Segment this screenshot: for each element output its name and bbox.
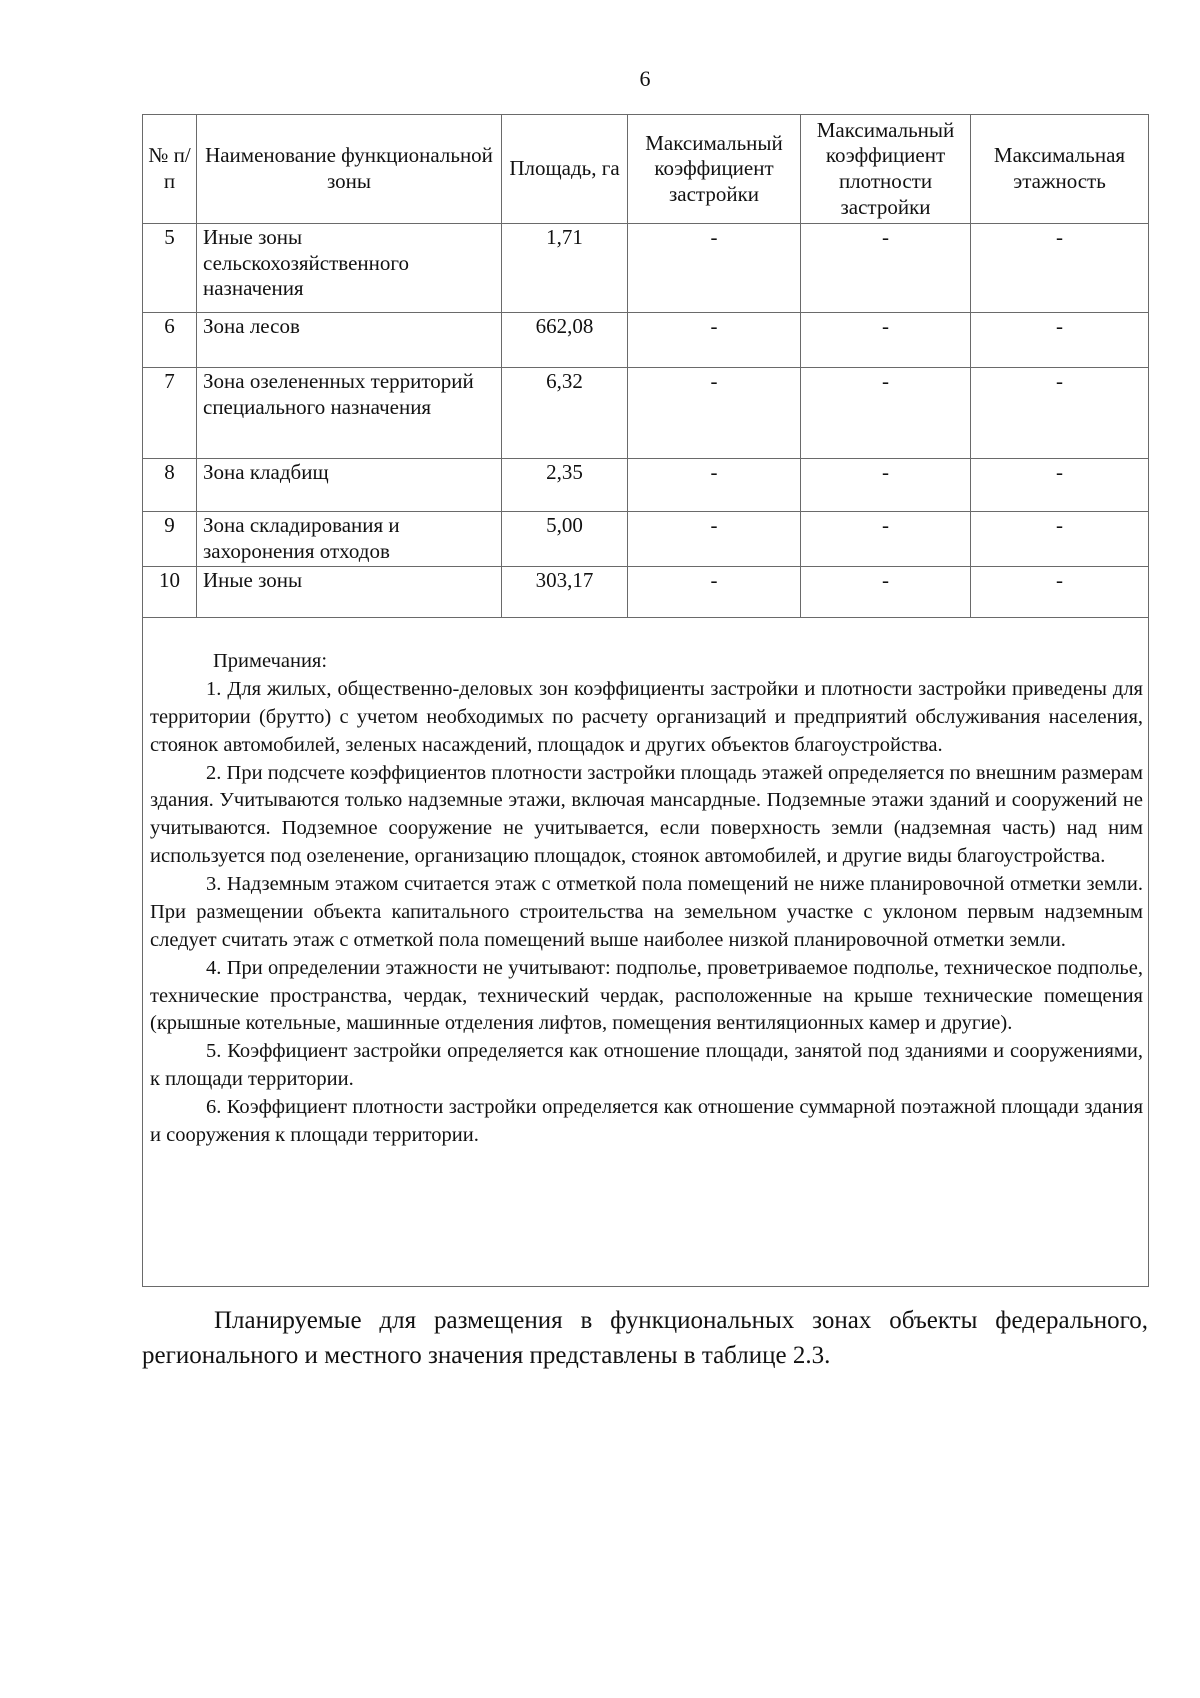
notes-row (143, 618, 1149, 1287)
table-row (143, 313, 1149, 368)
cell-density-coef: - (801, 368, 971, 459)
cell-density-coef: - (801, 224, 971, 313)
cell-zone-name: Зона кладбищ (197, 459, 502, 512)
cell-density-coef: - (801, 459, 971, 512)
table-header-row (143, 115, 1149, 224)
cell-zone-name: Иные зоны (197, 567, 502, 618)
closing-paragraph: Планируемые для размещения в функциональных зонах объекты федерального, регионального и местного значения представлены в таблице 2.3. (142, 1307, 1148, 1369)
cell-zone-name: Зона озелененных территорий специального назначения (197, 368, 502, 459)
note-item: 3. Надземным этажом считается этаж с отметкой пола помещений не ниже планировочной отметки земли. При размещении объекта капитального строительства на земельном участке с уклоном первым надземным следует считать этаж с отметкой пола помещений выше наиболее низкой планировочной отметки земли. (150, 873, 1143, 951)
cell-density-coef: - (801, 313, 971, 368)
cell-build-coef: - (628, 512, 801, 567)
header-max-density-coef: Максимальный коэффициент плотности застройки (801, 115, 971, 224)
cell-zone-name: Зона лесов (197, 313, 502, 368)
cell-floors: - (971, 567, 1149, 618)
notes-cell (143, 618, 1149, 1287)
note-item: 2. При подсчете коэффициентов плотности застройки площадь этажей определяется по внешним размерам здания. Учитываются только надземные этажи, включая мансардные. Подземные этажи зданий и сооружений не учитываются. Подземное сооружение не учитывается, если поверхность земли (надземная часть) над ним используется под озеленение, организацию площадок, стоянок автомобилей, и другие виды благоустройства. (150, 761, 1143, 868)
note-item: 4. При определении этажности не учитывают: подполье, проветриваемое подполье, техническое подполье, технические пространства, чердак, технический чердак, расположенные на крыше технические помещения (крышные котельные, машинные отделения лифтов, помещения вентиляционных камер и другие). (150, 956, 1143, 1035)
table-row (143, 368, 1149, 459)
note-item: 6. Коэффициент плотности застройки определяется как отношение суммарной поэтажной площади здания и сооружения к площади территории. (150, 1096, 1143, 1146)
header-zone-name: Наименование функциональной зоны (197, 115, 502, 224)
cell-build-coef: - (628, 459, 801, 512)
table-row (143, 459, 1149, 512)
header-max-build-coef: Максимальный коэффициент застройки (628, 115, 801, 224)
cell-area: 662,08 (502, 313, 628, 368)
cell-floors: - (971, 313, 1149, 368)
cell-build-coef: - (628, 368, 801, 459)
table-row (143, 224, 1149, 313)
cell-density-coef: - (801, 567, 971, 618)
cell-build-coef: - (628, 224, 801, 313)
cell-zone-name: Иные зоны сельскохозяйственного назначения (197, 224, 502, 313)
functional-zones-table (142, 114, 1149, 1287)
cell-num: 5 (143, 224, 197, 313)
header-max-floors: Максимальная этажность (971, 115, 1149, 224)
header-area: Площадь, га (502, 115, 628, 224)
cell-floors: - (971, 368, 1149, 459)
cell-floors: - (971, 459, 1149, 512)
note-item: 1. Для жилых, общественно-деловых зон коэффициенты застройки и плотности застройки приведены для территории (брутто) с учетом необходимых по расчету организаций и предприятий обслуживания населения, стоянок автомобилей, зеленых насаждений, площадок и других объектов благоустройства. (150, 677, 1143, 756)
cell-num: 10 (143, 567, 197, 618)
page-number: 6 (639, 66, 651, 91)
cell-area: 6,32 (502, 368, 628, 459)
header-num: № п/п (143, 115, 197, 224)
cell-build-coef: - (628, 567, 801, 618)
table-row (143, 512, 1149, 567)
cell-area: 1,71 (502, 224, 628, 313)
note-item: 5. Коэффициент застройки определяется как отношение площади, занятой под зданиями и сооружениями, к площади территории. (150, 1040, 1143, 1091)
cell-density-coef: - (801, 512, 971, 567)
cell-area: 5,00 (502, 512, 628, 567)
cell-floors: - (971, 224, 1149, 313)
cell-zone-name: Зона складирования и захоронения отходов (197, 512, 502, 567)
cell-area: 303,17 (502, 567, 628, 618)
cell-area: 2,35 (502, 459, 628, 512)
notes-title: Примечания: (213, 650, 328, 672)
cell-floors: - (971, 512, 1149, 567)
cell-build-coef: - (628, 313, 801, 368)
cell-num: 9 (143, 512, 197, 567)
cell-num: 7 (143, 368, 197, 459)
cell-num: 8 (143, 459, 197, 512)
cell-num: 6 (143, 313, 197, 368)
table-row (143, 567, 1149, 618)
